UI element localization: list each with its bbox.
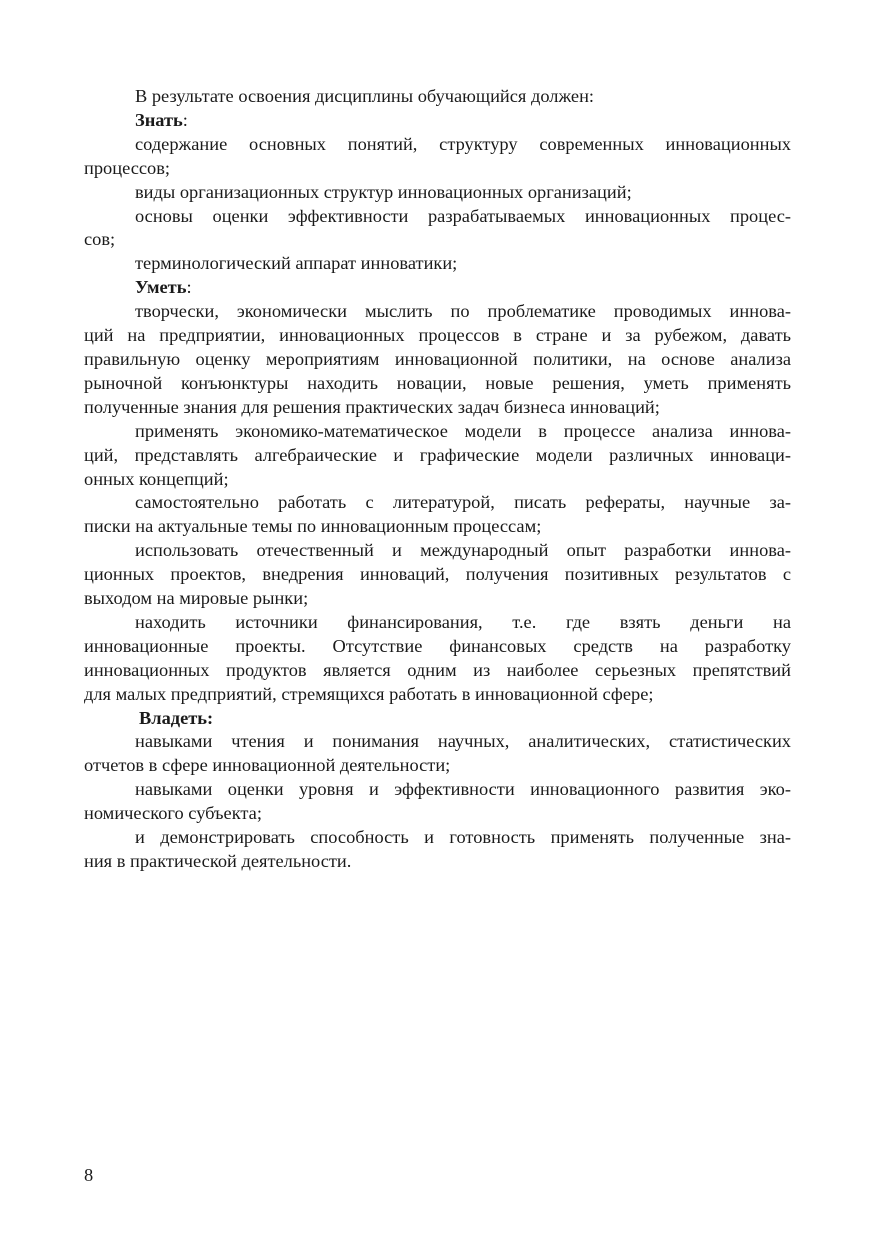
page-number: 8 [84,1165,94,1185]
know-item-1-line-2: процессов; [84,157,171,178]
can-item-4-line-1: использовать отечественный и международный опыт разработки иннова- [135,540,791,561]
can-item-1-line-5: полученные знания для решения практических задач бизнеса инноваций; [84,396,660,417]
own-item-1-line-1: навыками чтения и понимания научных, аналитических, статистических [135,731,791,752]
know-list [84,133,791,276]
know-heading-text: Знать [135,109,183,130]
can-item-4-line-2: ционных проектов, внедрения инноваций, получения позитивных результатов с [84,564,791,585]
know-heading [84,109,791,133]
can-heading-text: Уметь [135,277,187,298]
own-item-3-line-2: ния в практической деятельности. [84,851,352,871]
can-item-2-line-2: ций, представлять алгебраические и графические модели различных инноваци- [84,444,791,465]
know-item-3-line-2: сов; [84,229,116,250]
can-item-1-line-3: правильную оценку мероприятиям инновационной политики, на основе анализа [84,348,791,369]
own-heading-text: Владеть: [139,707,214,728]
can-item-1-line-2: ций на предприятии, инновационных процессов в стране и за рубежом, давать [84,325,791,346]
own-list [84,730,791,873]
can-heading-colon: : [186,277,192,298]
know-item-4-line-1: терминологический аппарат инноватики; [135,253,458,274]
can-heading [84,276,791,300]
can-item-2-line-1: применять экономико-математическое модели в процессе анализа иннова- [135,420,791,441]
can-item-5-line-3: инновационных продуктов является одним из наиболее серьезных препятствий [84,659,791,680]
can-item-5-line-2: инновационные проекты. Отсутствие финансовых средств на разработку [84,635,791,656]
can-item-5-line-4: для малых предприятий, стремящихся работать в инновационной сфере; [84,683,654,704]
own-item-1-line-2: отчетов в сфере инновационной деятельности; [84,755,451,776]
can-item-5-line-1: находить источники финансирования, т.е. где взять деньги на [135,611,791,632]
can-item-1-line-1: творчески, экономически мыслить по проблематике проводимых иннова- [135,301,791,322]
know-item-3-line-1: основы оценки эффективности разрабатываемых инновационных процес- [135,205,791,226]
own-item-2-line-1: навыками оценки уровня и эффективности инновационного развития эко- [135,779,791,800]
know-item-2-line-1: виды организационных структур инновационных организаций; [135,181,632,202]
own-item-3-line-1: и демонстрировать способность и готовность применять полученные зна- [135,827,791,848]
can-item-1-line-4: рыночной конъюнктуры находить новации, новые решения, уметь применять [84,372,791,393]
page-body [84,85,791,874]
can-item-3-line-1: самостоятельно работать с литературой, писать рефераты, научные за- [135,492,791,513]
own-item-2-line-2: номического субъекта; [84,803,262,824]
can-item-2-line-3: онных концепций; [84,468,229,489]
own-heading [84,707,791,731]
intro-line: В результате освоения дисциплины обучающийся должен: [135,86,595,106]
can-item-3-line-2: писки на актуальные темы по инновационным процессам; [84,516,542,537]
can-item-4-line-3: выходом на мировые рынки; [84,588,309,609]
can-list [84,300,791,706]
know-item-1-line-1: содержание основных понятий, структуру современных инновационных [135,133,791,154]
know-heading-colon: : [182,109,188,130]
